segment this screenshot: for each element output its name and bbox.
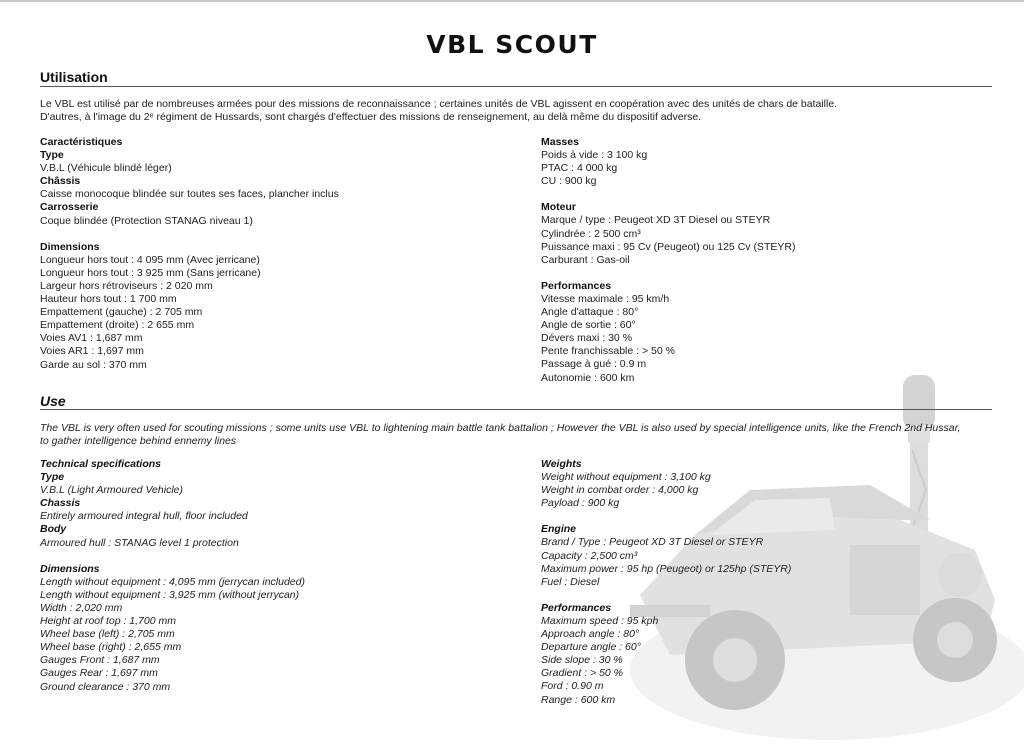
spec-value: Cylindrée : 2 500 cm³ <box>541 227 641 240</box>
spec-heading: Moteur <box>541 201 576 214</box>
spec-value: Passage à gué : 0.9 m <box>541 358 647 371</box>
spec-heading: Masses <box>541 136 579 148</box>
spec-value: Autonomie : 600 km <box>541 371 635 384</box>
spec-value: Brand / Type : Peugeot XD 3T Diesel or STEYR <box>541 536 764 549</box>
spec-value: Departure angle : 60° <box>541 641 641 654</box>
spec-value: Dévers maxi : 30 % <box>541 332 633 345</box>
spec-value: Capacity : 2,500 cm³ <box>541 549 638 562</box>
section-heading-utilisation: Utilisation <box>40 69 108 85</box>
spec-value: Height at roof top : 1,700 mm <box>40 615 176 628</box>
spacer <box>541 589 981 602</box>
page-title: VBL SCOUT <box>426 30 598 59</box>
spec-heading: Dimensions <box>40 562 100 575</box>
spec-value: Caisse monocoque blindée sur toutes ses faces, plancher inclus <box>40 188 339 201</box>
spec-value: Wheel base (left) : 2,705 mm <box>40 628 175 641</box>
spec-value: Length without equipment : 4,095 mm (jerrycan included) <box>40 575 305 588</box>
spec-heading: Body <box>40 523 67 536</box>
spacer <box>541 188 981 201</box>
spec-heading: Type <box>40 471 65 484</box>
spec-value: Weight in combat order : 4,000 kg <box>541 484 699 497</box>
spec-value: Length without equipment : 3,925 mm (without jerrycan) <box>40 588 300 601</box>
spec-value: Entirely armoured integral hull, floor included <box>40 510 248 523</box>
spec-heading: Carrosserie <box>40 201 99 214</box>
spec-value: Maximum power : 95 hp (Peugeot) or 125hp (STEYR) <box>541 562 792 575</box>
section-heading-use: Use <box>40 393 66 409</box>
spec-value: Marque / type : Peugeot XD 3T Diesel ou STEYR <box>541 214 771 227</box>
spec-value: Approach angle : 80° <box>541 628 640 641</box>
spec-value: Pente franchissable : > 50 % <box>541 345 675 358</box>
spec-value: Empattement (gauche) : 2 705 mm <box>40 306 203 319</box>
spec-heading: Performances <box>541 601 612 614</box>
spec-value: Ground clearance : 370 mm <box>40 680 171 693</box>
spec-value: Maximum speed : 95 kph <box>541 614 659 627</box>
spec-value: Poids à vide : 3 100 kg <box>541 149 648 162</box>
spec-heading: Chassis <box>40 497 81 510</box>
spec-value: Coque blindée (Protection STANAG niveau 1) <box>40 214 253 227</box>
spec-value: Garde au sol : 370 mm <box>40 358 147 371</box>
spec-heading: Technical specifications <box>40 458 161 470</box>
spec-value: Wheel base (right) : 2,655 mm <box>40 641 182 654</box>
top-border-line <box>0 0 1024 2</box>
spec-value: Weight without equipment : 3,100 kg <box>541 471 711 484</box>
intro-line: D'autres, à l'image du 2ᵉ régiment de Hussards, sont chargés d'effectuer des missions de renseignement, au delà même du dispositif adverse. <box>40 111 702 123</box>
spec-value: Hauteur hors tout : 1 700 mm <box>40 293 177 306</box>
spec-heading: Type <box>40 149 64 162</box>
spec-heading: Dimensions <box>40 240 100 253</box>
spacer <box>40 228 510 241</box>
spacer <box>40 550 510 563</box>
spec-value: Voies AV1 : 1,687 mm <box>40 332 143 345</box>
spec-value: Fuel : Diesel <box>541 575 600 588</box>
intro-line: Le VBL est utilisé par de nombreuses armées pour des missions de reconnaissance ; certaines unités de VBL agissent en coopération avec des unités de chars de bataille. <box>40 98 838 110</box>
spec-value: Angle de sortie : 60° <box>541 319 636 332</box>
spec-value: PTAC : 4 000 kg <box>541 162 618 175</box>
specs-column-right-fr <box>541 136 981 385</box>
spec-value: Puissance maxi : 95 Cv (Peugeot) ou 125 Cv (STEYR) <box>541 240 796 253</box>
spec-value: Ford : 0.90 m <box>541 680 604 693</box>
spec-value: Gauges Front : 1,687 mm <box>40 654 160 667</box>
spec-value: Longueur hors tout : 3 925 mm (Sans jerricane) <box>40 266 261 279</box>
spec-value: V.B.L (Véhicule blindé léger) <box>40 162 172 175</box>
spec-value: V.B.L (Light Armoured Vehicle) <box>40 484 183 497</box>
spec-value: Largeur hors rétroviseurs : 2 020 mm <box>40 279 213 292</box>
spec-value: Payload : 900 kg <box>541 497 620 510</box>
section-rule-en <box>40 409 992 410</box>
spec-value: CU : 900 kg <box>541 175 597 188</box>
spec-heading: Performances <box>541 279 612 292</box>
spec-value: Side slope : 30 % <box>541 654 623 667</box>
spacer <box>541 267 981 280</box>
spec-value: Voies AR1 : 1,697 mm <box>40 345 144 358</box>
specs-column-left-en <box>40 458 510 694</box>
spec-heading: Caractéristiques <box>40 136 123 148</box>
section-rule-fr <box>40 86 992 87</box>
spec-value: Carburant : Gas-oil <box>541 253 630 266</box>
intro-paragraph-en <box>40 422 995 448</box>
spec-value: Gradient : > 50 % <box>541 667 624 680</box>
intro-line: The VBL is very often used for scouting missions ; some units use VBL to lightening main battle tank battalion ; However the VBL is also used by special intelligence units, like the French 2nd Hussar, <box>40 422 961 434</box>
spec-value: Longueur hors tout : 4 095 mm (Avec jerricane) <box>40 253 260 266</box>
spec-value: Vitesse maximale : 95 km/h <box>541 292 670 305</box>
spec-value: Angle d'attaque : 80° <box>541 306 639 319</box>
spec-value: Width : 2,020 mm <box>40 601 123 614</box>
specs-column-right-en <box>541 458 981 707</box>
spec-value: Range : 600 km <box>541 693 616 706</box>
intro-paragraph-fr <box>40 98 995 124</box>
spec-value: Armoured hull : STANAG level 1 protection <box>40 536 239 549</box>
spec-heading: Weights <box>541 458 582 470</box>
spec-heading: Engine <box>541 523 577 536</box>
spec-value: Gauges Rear : 1,697 mm <box>40 667 158 680</box>
spec-value: Empattement (droite) : 2 655 mm <box>40 319 195 332</box>
intro-line: to gather intelligence behind ennemy lines <box>40 435 237 447</box>
spacer <box>541 510 981 523</box>
specs-column-left-fr <box>40 136 510 372</box>
spec-heading: Châssis <box>40 175 81 188</box>
